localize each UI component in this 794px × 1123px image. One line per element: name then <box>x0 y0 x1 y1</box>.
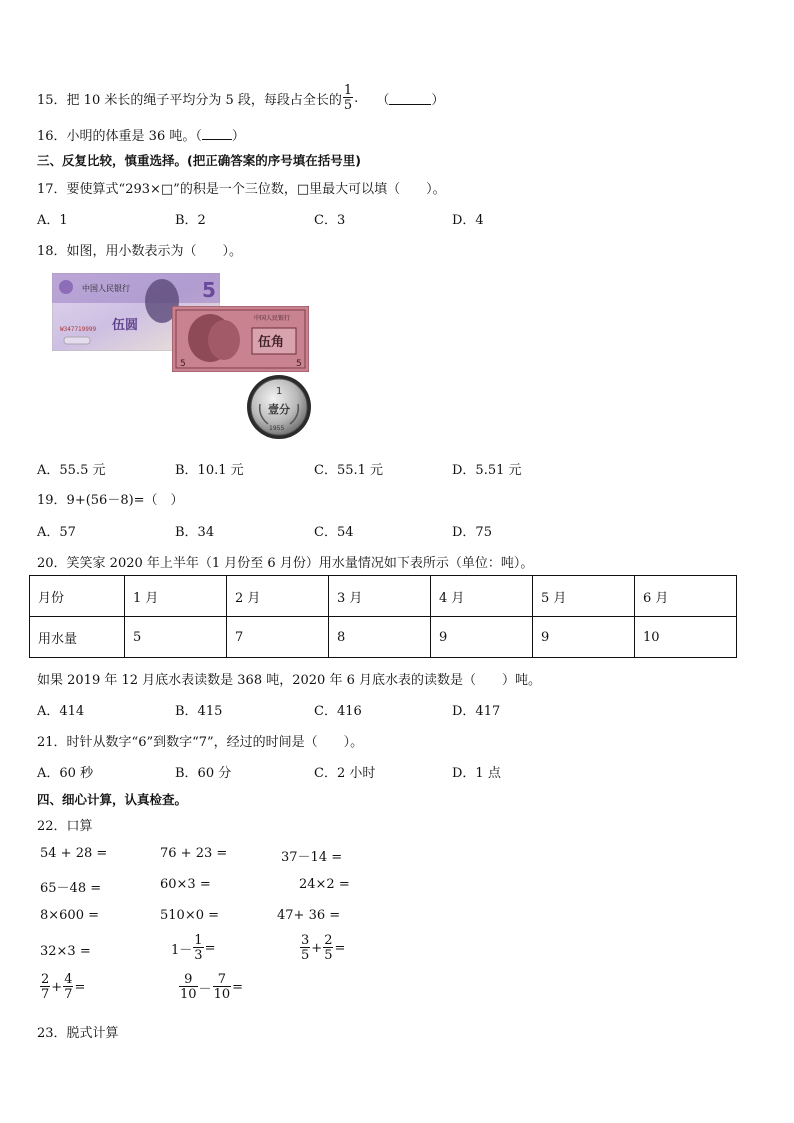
table-cell: 5 月 <box>533 576 635 617</box>
question-15-text: 15．把 10 米长的绳子平均分为 5 段，每段占全长的 <box>37 92 342 108</box>
question-20-followup: 如果 2019 年 12 月底水表读数是 368 吨，2020 年 6 月底水表的读数是（ ）吨。 <box>37 673 541 688</box>
table-cell: 8 <box>329 617 431 658</box>
table-row <box>30 617 737 658</box>
option-d[interactable]: D．5.51 元 <box>452 463 522 478</box>
question-16: 16．小明的体重是 36 吨。（ ） <box>37 129 245 144</box>
option-b[interactable]: B．2 <box>175 213 206 228</box>
table-cell: 6 月 <box>635 576 737 617</box>
table-cell: 5 <box>125 617 227 658</box>
question-18-text: 18．如图，用小数表示为（ ）。 <box>37 244 243 259</box>
svg-text:5: 5 <box>202 278 216 302</box>
table-cell: 2 月 <box>227 576 329 617</box>
calc-expression: 76 + 23 = <box>160 846 228 861</box>
table-cell: 月份 <box>30 576 125 617</box>
svg-text:中国人民银行: 中国人民银行 <box>254 315 291 322</box>
option-c[interactable]: C．2 小时 <box>314 766 376 781</box>
answer-blank[interactable] <box>389 92 431 105</box>
question-15: 15．把 10 米长的绳子平均分为 5 段，每段占全长的 $\frac{1}{5}$ . （ ） <box>37 83 445 113</box>
water-usage-table <box>29 575 737 658</box>
answer-blank[interactable] <box>202 127 232 140</box>
option-b[interactable]: B．34 <box>175 525 215 540</box>
fraction: $\frac{2}{5}$ <box>324 933 333 963</box>
question-21-text: 21．时针从数字“6”到数字“7”，经过的时间是（ ）。 <box>37 735 364 750</box>
calc-expression: 60×3 = <box>160 877 211 892</box>
calc-expression: 65－48 = <box>40 881 102 896</box>
table-cell: 用水量 <box>30 617 125 658</box>
table-cell: 3 月 <box>329 576 431 617</box>
calc-expression: 54 + 28 = <box>40 846 108 861</box>
calc-expression: $\frac{2}{7}$ + $\frac{4}{7}$ = <box>41 972 86 1002</box>
question-23-title: 23．脱式计算 <box>37 1026 119 1041</box>
fraction: $\frac{4}{7}$ <box>64 972 73 1002</box>
option-a[interactable]: A．1 <box>37 213 68 228</box>
svg-text:1: 1 <box>276 386 283 397</box>
fraction: $\frac{1}{3}$ <box>194 933 203 963</box>
question-22-title: 22．口算 <box>37 819 93 834</box>
table-cell: 1 月 <box>125 576 227 617</box>
calc-expression: 47+ 36 = <box>277 908 341 923</box>
option-d[interactable]: D．1 点 <box>452 766 501 781</box>
question-19-text: 19．9+(56－8)=（ ） <box>37 493 184 508</box>
calc-expression: 37－14 = <box>281 850 343 865</box>
calc-expression: 1－ $\frac{1}{3}$ = <box>171 933 216 963</box>
question-17-text: 17．要使算式“293×□”的积是一个三位数，□里最大可以填（ ）。 <box>37 182 446 197</box>
calc-expression: $\frac{3}{5}$ + $\frac{2}{5}$ = <box>301 933 346 963</box>
one-fen-coin-image <box>246 374 312 440</box>
table-row <box>30 576 737 617</box>
svg-text:伍圆: 伍圆 <box>112 318 139 333</box>
fraction: $\frac{9}{10}$ <box>180 972 197 1002</box>
svg-text:5: 5 <box>296 359 302 369</box>
table-cell: 7 <box>227 617 329 658</box>
fraction: $\frac{3}{5}$ <box>301 933 310 963</box>
fraction: $\frac{7}{10}$ <box>213 972 231 1002</box>
table-cell: 10 <box>635 617 737 658</box>
option-a[interactable]: A．57 <box>37 525 76 540</box>
svg-text:1955: 1955 <box>269 425 285 432</box>
option-b[interactable]: B．415 <box>175 704 223 719</box>
calc-expression: $\frac{9}{10}$ － $\frac{7}{10}$ = <box>180 972 244 1002</box>
option-c[interactable]: C．416 <box>314 704 362 719</box>
option-c[interactable]: C．54 <box>314 525 354 540</box>
svg-text:壹分: 壹分 <box>268 403 290 416</box>
calc-expression: 24×2 = <box>299 877 350 892</box>
option-b[interactable]: B．60 分 <box>175 766 232 781</box>
table-cell: 4 月 <box>431 576 533 617</box>
fraction: $\frac{2}{7}$ <box>41 972 50 1002</box>
five-jiao-note-image <box>172 306 309 372</box>
option-a[interactable]: A．55.5 元 <box>37 463 106 478</box>
section-heading-4: 四、细心计算，认真检查。 <box>37 792 188 807</box>
option-c[interactable]: C．3 <box>314 213 346 228</box>
svg-text:5: 5 <box>180 359 186 369</box>
section-heading-3: 三、反复比较，慎重选择。(把正确答案的序号填在括号里) <box>37 153 361 168</box>
svg-text:伍角: 伍角 <box>258 335 285 350</box>
option-d[interactable]: D．417 <box>452 704 501 719</box>
option-a[interactable]: A．60 秒 <box>37 766 94 781</box>
option-a[interactable]: A．414 <box>37 704 85 719</box>
question-20-text: 20．笑笑家 2020 年上半年（1 月份至 6 月份）用水量情况如下表所示（单位：吨）。 <box>37 556 534 571</box>
option-b[interactable]: B．10.1 元 <box>175 463 244 478</box>
option-d[interactable]: D．75 <box>452 525 492 540</box>
calc-expression: 32×3 = <box>40 944 91 959</box>
option-c[interactable]: C．55.1 元 <box>314 463 384 478</box>
svg-text:中国人民银行: 中国人民银行 <box>82 284 130 293</box>
svg-text:W347719999: W347719999 <box>60 326 97 333</box>
table-cell: 9 <box>533 617 635 658</box>
table-cell: 9 <box>431 617 533 658</box>
fraction: $\frac{1}{5}$ <box>343 83 353 113</box>
calc-expression: 510×0 = <box>160 908 220 923</box>
option-d[interactable]: D．4 <box>452 213 484 228</box>
calc-expression: 8×600 = <box>40 908 100 923</box>
question-16-text: 16．小明的体重是 36 吨。（ <box>37 129 202 144</box>
